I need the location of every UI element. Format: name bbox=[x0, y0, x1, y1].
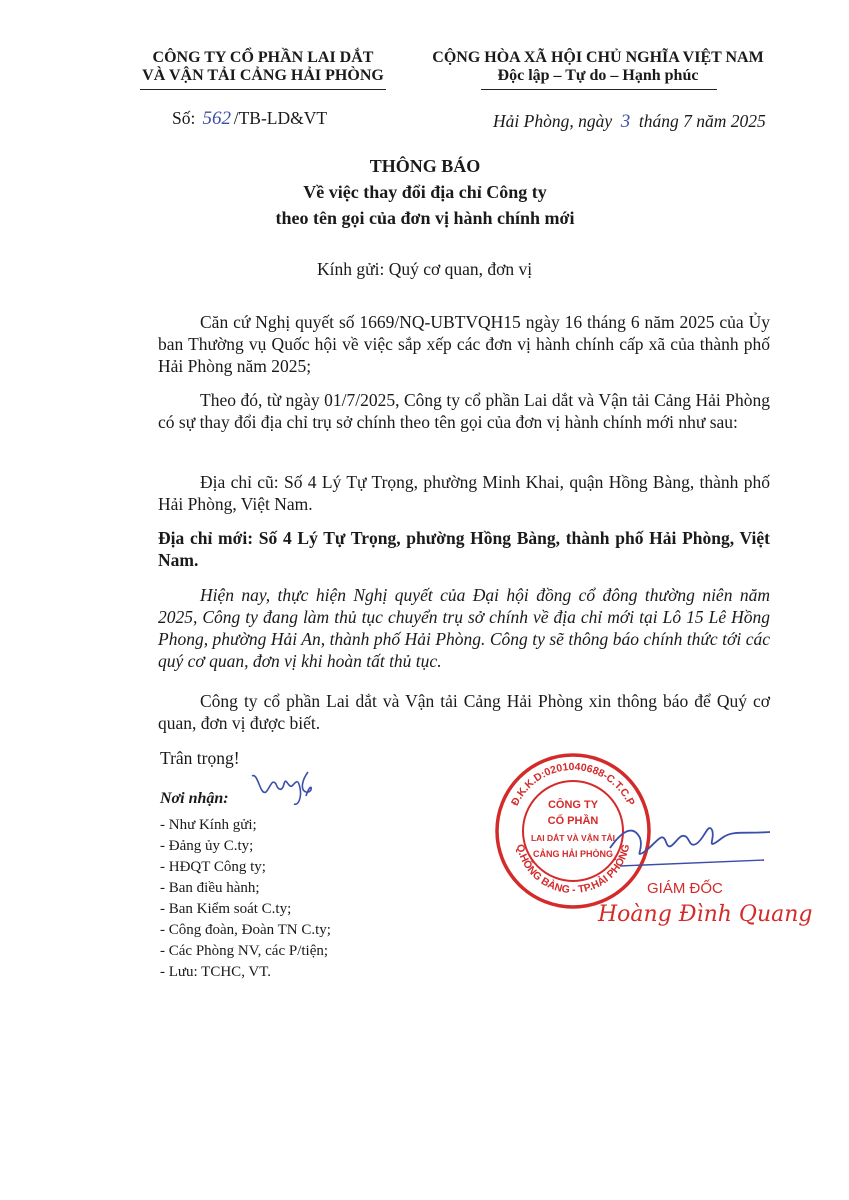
greeting: Kính gửi: Quý cơ quan, đơn vị bbox=[317, 259, 533, 279]
paragraph-text: Địa chỉ cũ: Số 4 Lý Tự Trọng, phường Minh Khai, quận Hồng Bàng, thành phố Hải Phòng, Việt Nam. bbox=[158, 472, 770, 514]
date-handwritten-day: 3 bbox=[620, 111, 631, 132]
paragraph-change-notice bbox=[158, 389, 770, 433]
paragraph-closing-notice bbox=[158, 690, 770, 734]
paragraph-text: Công ty cổ phần Lai dắt và Vận tải Cảng Hải Phòng xin thông báo để Quý cơ quan, đơn vị được biết. bbox=[158, 691, 770, 733]
national-motto bbox=[408, 49, 788, 85]
recipient-item: - Ban Kiểm soát C.ty; bbox=[160, 901, 292, 917]
company-line2: VÀ VẬN TẢI CẢNG HẢI PHÒNG bbox=[142, 67, 384, 84]
recipient-item: - Công đoàn, Đoàn TN C.ty; bbox=[160, 922, 331, 938]
recipient-item: - Ban điều hành; bbox=[160, 880, 260, 896]
seal-line1: CÔNG TY bbox=[547, 799, 599, 811]
director-signature bbox=[604, 808, 774, 878]
recipient-item: - Như Kính gửi; bbox=[160, 817, 257, 833]
paragraph-old-address bbox=[158, 471, 770, 515]
title-block bbox=[180, 153, 670, 231]
document-number bbox=[172, 107, 327, 130]
paragraph-text: Hiện nay, thực hiện Nghị quyết của Đại hội đồng cổ đông thường niên năm 2025, Công ty đang làm thủ tục chuyển trụ sở chính về địa chỉ mới tại Lô 15 Lê Hồng Phong, phường Hải An, thành phố Hải Phòng. Công ty sẽ thông báo chính thức tới các quý cơ quan, đơn vị khi hoàn tất thủ tục. bbox=[158, 585, 770, 671]
recipient-list bbox=[160, 815, 331, 983]
motto-underline bbox=[481, 89, 717, 90]
initials-signature bbox=[248, 766, 328, 810]
title-sub2: theo tên gọi của đơn vị hành chính mới bbox=[275, 208, 575, 228]
recipient-item: - Lưu: TCHC, VT. bbox=[160, 964, 272, 980]
recipients-heading: Nơi nhận: bbox=[160, 790, 229, 807]
date-prefix: Hải Phòng, ngày bbox=[493, 111, 613, 131]
seal-ring-bottom: Q.HỒNG BÀNG - TP.HẢI PHÒNG bbox=[513, 843, 633, 897]
company-name bbox=[118, 49, 408, 85]
director-name: Hoàng Đình Quang bbox=[598, 902, 813, 927]
seal-line3: LAI DẮT VÀ VẬN TẢI bbox=[530, 833, 616, 843]
doc-number-prefix: Số: bbox=[172, 108, 196, 128]
paragraph-text: Căn cứ Nghị quyết số 1669/NQ-UBTVQH15 ngày 16 tháng 6 năm 2025 của Ủy ban Thường vụ Quốc hội về việc sắp xếp các đơn vị hành chính cấp xã của thành phố Hải Phòng năm 2025; bbox=[158, 312, 770, 376]
paragraph-relocation bbox=[158, 584, 770, 672]
director-title: GIÁM ĐỐC bbox=[647, 880, 723, 897]
doc-number-handwritten: 562 bbox=[202, 108, 231, 129]
paragraph-text: Theo đó, từ ngày 01/7/2025, Công ty cổ phần Lai dắt và Vận tải Cảng Hải Phòng có sự thay đổi địa chỉ trụ sở chính theo tên gọi của đơn vị hành chính mới như sau: bbox=[158, 390, 770, 432]
company-underline bbox=[140, 89, 386, 90]
title-main: THÔNG BÁO bbox=[369, 156, 481, 176]
recipient-item: - HĐQT Công ty; bbox=[160, 859, 266, 875]
title-sub1: Về việc thay đổi địa chỉ Công ty bbox=[303, 182, 547, 202]
date-suffix: tháng 7 năm 2025 bbox=[638, 111, 766, 131]
company-line1: CÔNG TY CỔ PHẦN LAI DẮT bbox=[152, 49, 374, 66]
nation-line2: Độc lập – Tự do – Hạnh phúc bbox=[497, 67, 699, 84]
paragraph-text: Địa chỉ mới: Số 4 Lý Tự Trọng, phường Hồng Bàng, thành phố Hải Phòng, Việt Nam. bbox=[158, 528, 770, 570]
seal-ring-top: Đ.K.K.D:0201040688-C.T.C.P bbox=[509, 760, 637, 808]
paragraph-new-address bbox=[158, 527, 770, 571]
recipient-item: - Các Phòng NV, các P/tiện; bbox=[160, 943, 329, 959]
document-date bbox=[493, 110, 766, 133]
paragraph-legal-basis bbox=[158, 311, 770, 377]
nation-line1: CỘNG HÒA XÃ HỘI CHỦ NGHĨA VIỆT NAM bbox=[432, 49, 764, 66]
seal-line2: CỔ PHẦN bbox=[547, 815, 599, 827]
doc-number-suffix: /TB-LD&VT bbox=[233, 108, 328, 128]
closing-greeting: Trân trọng! bbox=[160, 748, 240, 768]
seal-line4: CẢNG HẢI PHÒNG bbox=[532, 849, 614, 859]
recipient-item: - Đảng ủy C.ty; bbox=[160, 838, 254, 854]
